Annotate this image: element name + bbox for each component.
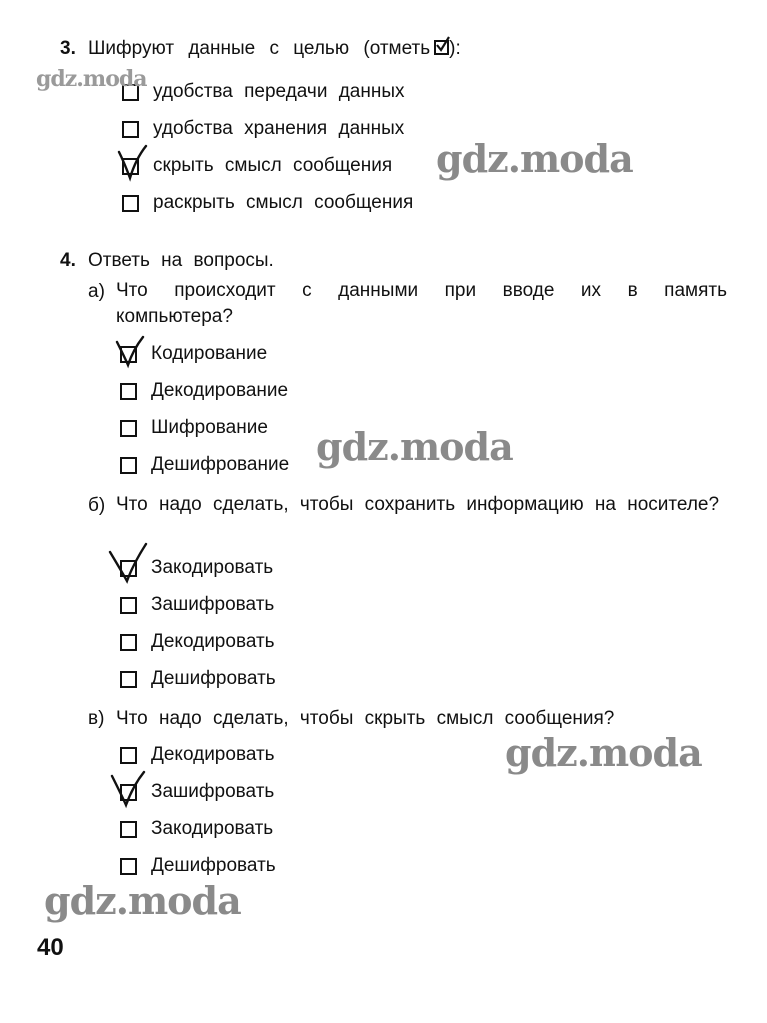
q4c-option-2[interactable]: [120, 780, 274, 804]
option-label: раскрыть смысл сообщения: [153, 192, 414, 213]
watermark: gdz.moda: [436, 136, 633, 181]
checkbox[interactable]: [120, 671, 137, 688]
handwritten-check-icon: [116, 546, 150, 586]
option-label: Закодировать: [151, 818, 274, 839]
option-label: Дешифровать: [151, 668, 276, 689]
checkbox-checked[interactable]: [120, 346, 137, 363]
watermark: gdz.moda: [44, 878, 241, 923]
checkbox[interactable]: [120, 457, 137, 474]
option-label: Зашифровать: [151, 781, 275, 802]
page-number: 40: [37, 934, 64, 961]
option-label: удобства передачи данных: [153, 81, 405, 102]
q3-option-1[interactable]: [122, 80, 405, 104]
option-label: Декодировать: [151, 744, 275, 765]
option-label: Декодировать: [151, 631, 275, 652]
q4c-marker: в): [88, 708, 105, 729]
q4a-option-2[interactable]: [120, 379, 288, 403]
option-label: Шифрование: [151, 417, 268, 438]
checkbox[interactable]: [120, 420, 137, 437]
q4a-question: Что происходит с данными при вводе их в память компьютера?: [116, 280, 727, 327]
checkbox[interactable]: [120, 634, 137, 651]
q4a-option-4[interactable]: [120, 453, 289, 477]
option-label: Зашифровать: [151, 594, 275, 615]
watermark: gdz.moda: [36, 66, 147, 92]
watermark: gdz.moda: [316, 424, 513, 469]
q4a-marker: а): [88, 281, 105, 302]
watermark: gdz.moda: [505, 730, 702, 775]
q4b-marker: б): [88, 495, 106, 516]
q3-option-3[interactable]: [122, 154, 392, 178]
q4b-option-1[interactable]: [120, 556, 273, 580]
option-label: Закодировать: [151, 557, 274, 578]
checkbox[interactable]: [120, 858, 137, 875]
option-label: Дешифровать: [151, 855, 276, 876]
q4b-option-4[interactable]: [120, 667, 276, 691]
q4c-option-4[interactable]: [120, 854, 276, 878]
checkbox[interactable]: [120, 383, 137, 400]
checkbox-checked[interactable]: [122, 158, 139, 175]
checkbox-checked[interactable]: [120, 784, 137, 801]
handwritten-check-icon: [116, 770, 150, 810]
q4b-question: Что надо сделать, чтобы сохранить информацию на носителе?: [116, 494, 720, 515]
checkbox-checked[interactable]: [120, 560, 137, 577]
option-label: удобства хранения данных: [153, 118, 405, 139]
checkbox[interactable]: [120, 747, 137, 764]
checkbox[interactable]: [122, 195, 139, 212]
q4b-option-2[interactable]: [120, 593, 274, 617]
q4c-option-3[interactable]: [120, 817, 273, 841]
option-label: Дешифрование: [151, 454, 290, 475]
checkbox[interactable]: [120, 821, 137, 838]
q3-option-2[interactable]: [122, 117, 404, 141]
q4a-option-1[interactable]: [120, 342, 267, 366]
q3-number: 3.: [60, 38, 76, 59]
q4-number: 4.: [60, 250, 76, 271]
q4b-option-3[interactable]: [120, 630, 275, 654]
option-label: Кодирование: [151, 343, 268, 364]
q3-prompt: Шифруют данные с целью (отметь ):: [88, 38, 461, 59]
q4c-option-1[interactable]: [120, 743, 275, 767]
checkbox[interactable]: [122, 121, 139, 138]
option-label: Декодирование: [151, 380, 289, 401]
q3-option-4[interactable]: [122, 191, 413, 215]
handwritten-check-icon: [116, 332, 150, 370]
checkbox[interactable]: [120, 597, 137, 614]
checked-box-icon: [434, 40, 449, 55]
q4-prompt: Ответь на вопросы.: [88, 250, 274, 271]
q4c-question: Что надо сделать, чтобы скрыть смысл сообщения?: [116, 708, 615, 729]
handwritten-check-icon: [118, 144, 152, 182]
q4a-option-3[interactable]: [120, 416, 268, 440]
option-label: скрыть смысл сообщения: [153, 155, 393, 176]
